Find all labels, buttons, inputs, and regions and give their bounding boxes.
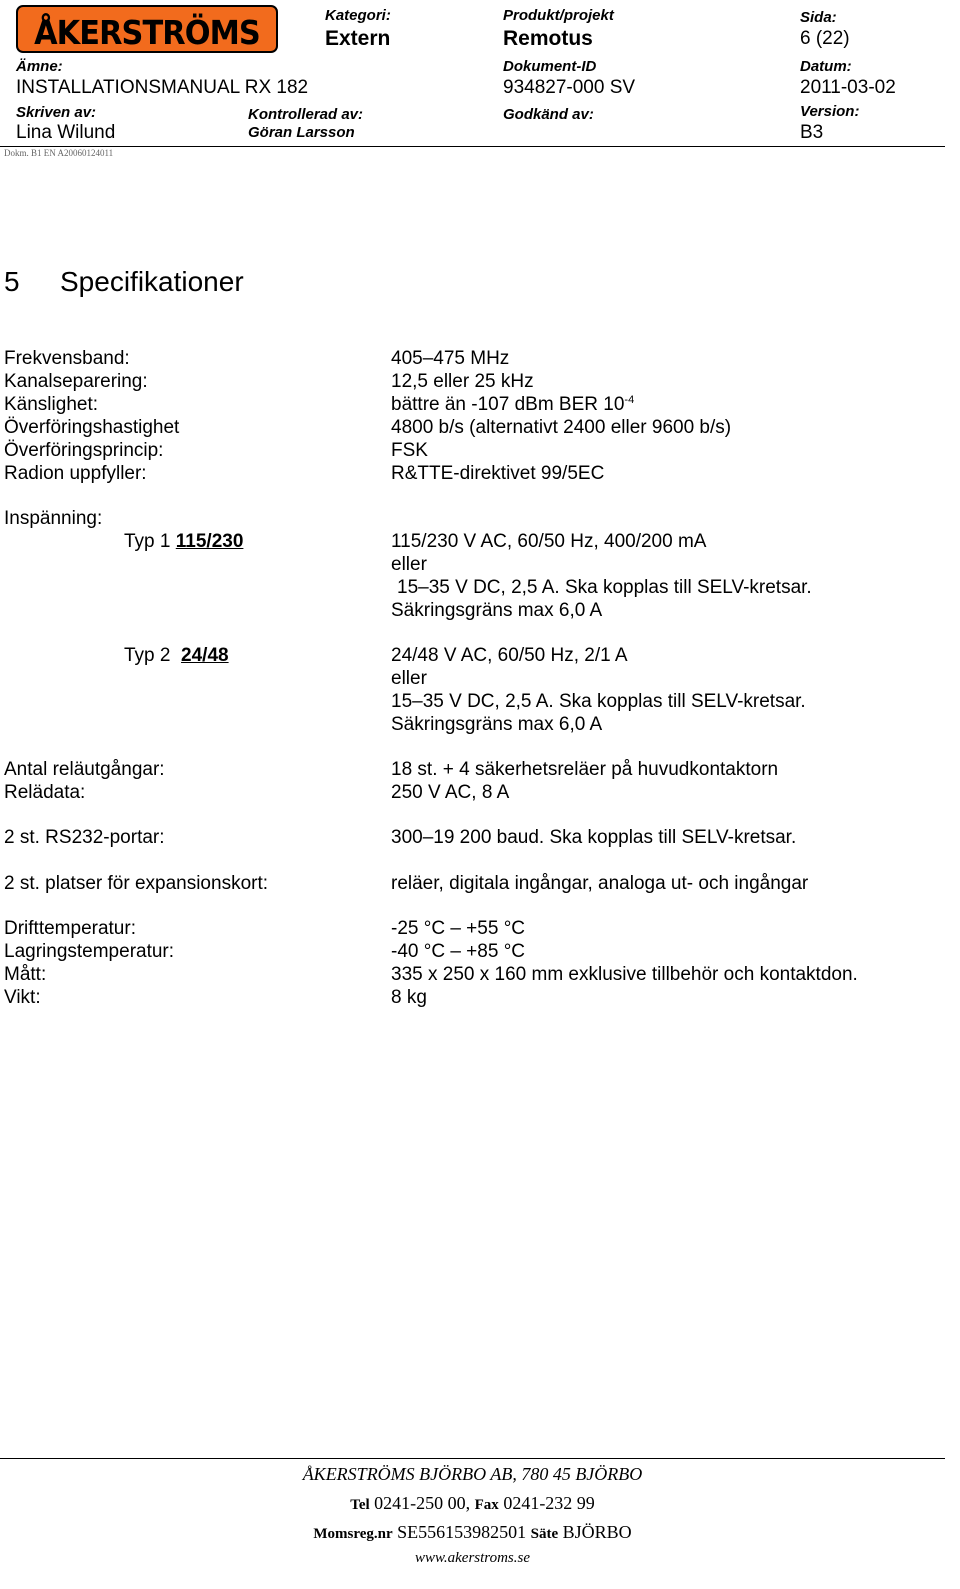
footer-tel-label: Tel bbox=[350, 1497, 370, 1513]
kanal-value: 12,5 eller 25 kHz bbox=[391, 371, 534, 392]
antal-value: 18 st. + 4 säkerhetsreläer på huvudkontaktorn bbox=[391, 759, 779, 780]
drift-label: Drifttemperatur: bbox=[4, 918, 136, 939]
typ2-line4: Säkringsgräns max 6,0 A bbox=[391, 714, 603, 735]
footer-sate-label: Säte bbox=[530, 1526, 559, 1542]
footer-website-link[interactable]: www.akerstroms.se bbox=[414, 1550, 530, 1566]
version-label: Version: bbox=[800, 103, 860, 120]
expansion-label: 2 st. platser för expansionskort: bbox=[4, 873, 269, 894]
kontrollerad-value: Göran Larsson bbox=[248, 124, 355, 141]
logo-text: ÅKERSTRÖMS bbox=[34, 13, 260, 52]
footer-registration bbox=[0, 1522, 945, 1543]
radion-label: Radion uppfyller: bbox=[4, 463, 147, 484]
frekvensband-value: 405–475 MHz bbox=[391, 348, 510, 369]
footer-divider bbox=[0, 1458, 945, 1459]
footer-moms-label: Momsreg.nr bbox=[313, 1526, 393, 1542]
datum-label: Datum: bbox=[800, 58, 852, 75]
hastighet-label: Överföringshastighet bbox=[4, 417, 180, 438]
typ1-code: 115/230 bbox=[175, 531, 244, 552]
datum-value: 2011-03-02 bbox=[800, 77, 896, 98]
typ1-label: Typ 1 bbox=[124, 531, 171, 552]
typ2-line1: 24/48 V AC, 60/50 Hz, 2/1 A bbox=[391, 645, 628, 666]
dokm-code: Dokm. B1 EN A20060124011 bbox=[4, 148, 114, 158]
sida-label: Sida: bbox=[800, 9, 837, 26]
typ2-row-label bbox=[124, 645, 229, 667]
produkt-value: Remotus bbox=[503, 27, 593, 50]
antal-label: Antal reläutgångar: bbox=[4, 759, 165, 780]
footer-moms-value: SE556153982501 bbox=[397, 1522, 527, 1542]
typ2-code: 24/48 bbox=[181, 645, 229, 666]
frekvensband-label: Frekvensband: bbox=[4, 348, 130, 369]
kanslighet-exponent: -4 bbox=[624, 394, 635, 406]
kanal-label: Kanalseparering: bbox=[4, 371, 148, 392]
princip-value: FSK bbox=[391, 440, 428, 461]
godkand-label: Godkänd av: bbox=[503, 106, 594, 123]
section-number: 5 bbox=[4, 266, 20, 297]
section-title: Specifikationer bbox=[60, 266, 244, 297]
matt-label: Mått: bbox=[4, 964, 47, 985]
vikt-value: 8 kg bbox=[391, 987, 427, 1008]
footer-contact bbox=[0, 1493, 945, 1514]
kanslighet-value-text: bättre än -107 dBm BER 10 bbox=[391, 394, 625, 415]
typ1-row-label bbox=[124, 531, 243, 553]
sida-value: 6 (22) bbox=[800, 28, 850, 49]
reladata-label: Relädata: bbox=[4, 782, 86, 803]
radion-value: R&TTE-direktivet 99/5EC bbox=[391, 463, 605, 484]
kategori-value: Extern bbox=[325, 27, 391, 50]
typ1-line2: eller bbox=[391, 554, 427, 575]
kanslighet-value bbox=[391, 394, 634, 416]
hastighet-value: 4800 b/s (alternativt 2400 eller 9600 b/s) bbox=[391, 417, 732, 438]
amne-label: Ämne: bbox=[16, 58, 63, 75]
skriven-value: Lina Wilund bbox=[16, 122, 116, 143]
dokument-label: Dokument-ID bbox=[503, 58, 597, 75]
vikt-label: Vikt: bbox=[4, 987, 41, 1008]
typ2-line3: 15–35 V DC, 2,5 A. Ska kopplas till SELV-kretsar. bbox=[391, 691, 806, 712]
footer-company: ÅKERSTRÖMS BJÖRBO AB, 780 45 BJÖRBO bbox=[302, 1464, 643, 1484]
drift-value: -25 °C – +55 °C bbox=[391, 918, 526, 939]
footer-fax-value: 0241-232 99 bbox=[503, 1493, 595, 1513]
reladata-value: 250 V AC, 8 A bbox=[391, 782, 510, 803]
kontrollerad-label: Kontrollerad av: bbox=[248, 106, 364, 123]
header-divider bbox=[0, 146, 945, 147]
company-logo bbox=[16, 5, 278, 53]
lagring-value: -40 °C – +85 °C bbox=[391, 941, 526, 962]
produkt-label: Produkt/projekt bbox=[503, 7, 614, 24]
kanslighet-label: Känslighet: bbox=[4, 394, 99, 415]
typ1-line4: Säkringsgräns max 6,0 A bbox=[391, 600, 603, 621]
skriven-label: Skriven av: bbox=[16, 104, 97, 121]
typ1-line1: 115/230 V AC, 60/50 Hz, 400/200 mA bbox=[391, 531, 707, 552]
rs232-value: 300–19 200 baud. Ska kopplas till SELV-kretsar. bbox=[391, 827, 797, 848]
rs232-label: 2 st. RS232-portar: bbox=[4, 827, 165, 848]
kategori-label: Kategori: bbox=[325, 7, 391, 24]
matt-value: 335 x 250 x 160 mm exklusive tillbehör och kontaktdon. bbox=[391, 964, 858, 985]
footer-sate-value: BJÖRBO bbox=[562, 1522, 632, 1542]
version-value: B3 bbox=[800, 122, 824, 143]
typ1-line3: 15–35 V DC, 2,5 A. Ska kopplas till SELV-kretsar. bbox=[397, 577, 812, 598]
expansion-value: reläer, digitala ingångar, analoga ut- och ingångar bbox=[391, 873, 809, 894]
inspanning-label: Inspänning: bbox=[4, 508, 103, 529]
lagring-label: Lagringstemperatur: bbox=[4, 941, 175, 962]
footer-fax-label: Fax bbox=[474, 1497, 499, 1513]
dokument-value: 934827-000 SV bbox=[503, 77, 636, 98]
amne-value: INSTALLATIONSMANUAL RX 182 bbox=[16, 77, 309, 98]
typ2-label: Typ 2 bbox=[124, 645, 171, 666]
princip-label: Överföringsprincip: bbox=[4, 440, 164, 461]
footer-tel-value: 0241-250 00, bbox=[374, 1493, 471, 1513]
typ2-line2: eller bbox=[391, 668, 427, 689]
